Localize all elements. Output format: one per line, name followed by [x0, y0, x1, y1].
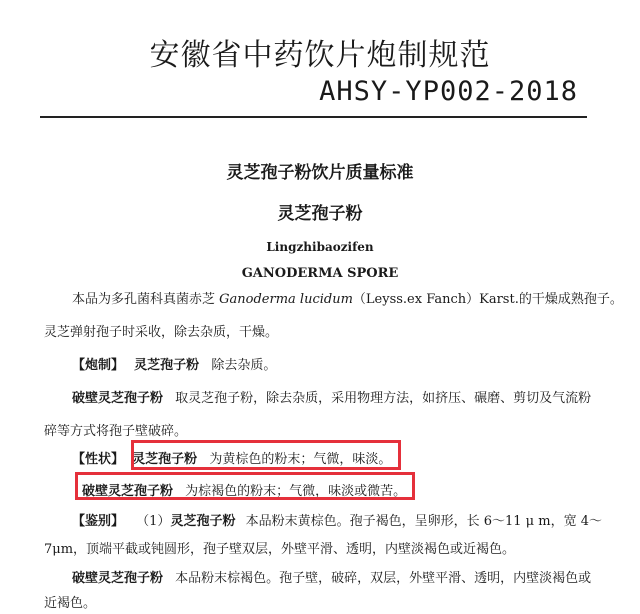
- broken-wall-paragraph-line2: 碎等方式将孢子壁破碎。: [44, 424, 188, 439]
- identification-tag: 【鉴别】: [72, 514, 125, 529]
- latin-species-name: Ganoderma lucidum: [219, 292, 353, 307]
- item-name-pinyin: Lingzhibaozifen: [266, 240, 374, 254]
- document-series-title: 安徽省中药饮片炮制规范: [149, 38, 491, 73]
- processing-paragraph: 【炮制】 灵芝孢子粉 除去杂质。: [72, 358, 277, 373]
- properties-paragraph: 【性状】 灵芝孢子粉 为黄棕色的粉末；气微，味淡。: [72, 452, 392, 467]
- processing-tag: 【炮制】: [72, 358, 125, 373]
- identification-paragraph-line2: 7μm，顶端平截或钝圆形，孢子壁双层，外壁平滑、透明，内壁淡褐色或近褐色。: [44, 542, 516, 557]
- highlight-box-properties: [131, 440, 401, 470]
- broken-wall-paragraph: 破壁灵芝孢子粉 取灵芝孢子粉，除去杂质，采用物理方法，如挤压、碾磨、剪切及气流粉: [72, 391, 592, 406]
- intro-paragraph: 本品为多孔菌科真菌赤芝 Ganoderma lucidum（Leyss.ex Fanch）Karst.的干燥成熟孢子。: [72, 292, 623, 307]
- identification-paragraph-2-line2: 近褐色。: [44, 596, 97, 611]
- identification-paragraph-2: 破壁灵芝孢子粉 本品粉末棕褐色。孢子壁，破碎，双层，外壁平滑、透明，内壁淡褐色或: [72, 571, 592, 586]
- header-divider: [40, 116, 587, 118]
- standard-code: AHSY-YP002-2018: [319, 76, 578, 107]
- item-name-chinese: 灵芝孢子粉: [277, 204, 363, 224]
- properties-tag: 【性状】: [72, 452, 125, 467]
- highlight-box-properties-2: [75, 472, 415, 500]
- section-heading: 灵芝孢子粉饮片质量标准: [226, 163, 414, 183]
- intro-paragraph-line2: 灵芝弹射孢子时采收，除去杂质，干燥。: [44, 325, 279, 340]
- properties-paragraph-2: 破壁灵芝孢子粉 为棕褐色的粉末；气微，味淡或微苦。: [82, 484, 407, 499]
- item-name-latin: GANODERMA SPORE: [241, 266, 399, 281]
- identification-paragraph: 【鉴别】 （1）灵芝孢子粉 本品粉末黄棕色。孢子褐色，呈卵形，长 6～11 μ m，宽 4～: [72, 514, 602, 529]
